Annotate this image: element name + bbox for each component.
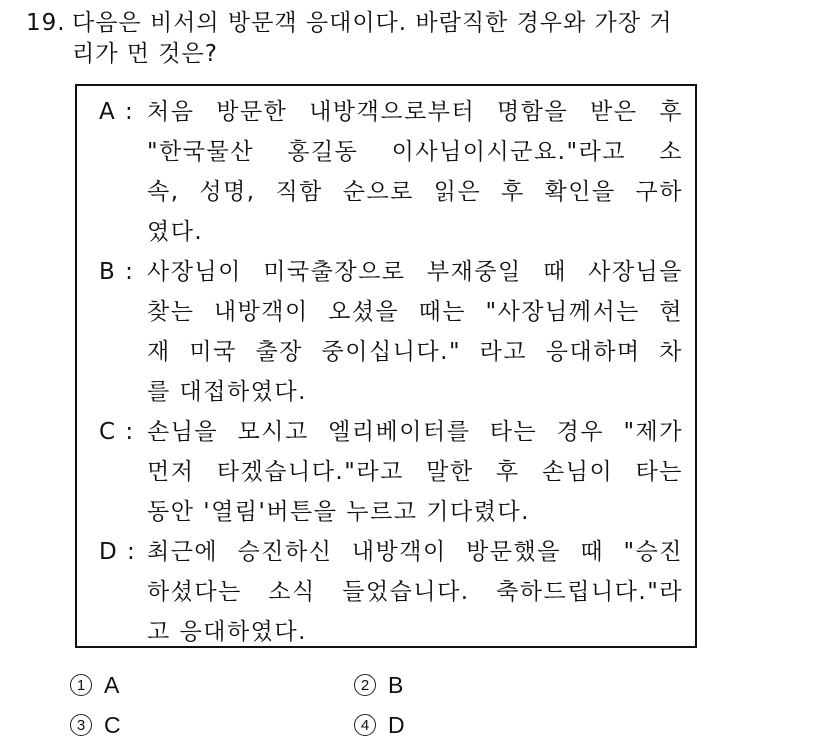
answer-option-4[interactable] (354, 708, 405, 742)
item-text-line: 하셨다는 소식 들었습니다. 축하드립니다."라 (147, 579, 683, 605)
option-label: D (388, 711, 405, 738)
answer-option-1[interactable] (70, 668, 119, 702)
item-label: A : (99, 99, 135, 125)
item-text-line: 속, 성명, 직함 순으로 읽은 후 확인을 구하 (147, 179, 683, 205)
scenario-item-b (99, 252, 689, 412)
item-text-line: 최근에 승진하신 내방객이 방문했을 때 "승진 (147, 539, 683, 565)
item-text-line: "한국물산 홍길동 이사님이시군요."라고 소 (147, 139, 683, 165)
circled-number-icon: 1 (70, 674, 92, 696)
option-label: C (104, 711, 121, 738)
circled-number-icon: 3 (70, 714, 92, 736)
question-text-line: 리가 먼 것은? (72, 41, 218, 67)
answer-option-3[interactable] (70, 708, 121, 742)
item-label: B : (99, 259, 135, 285)
item-text-line: 동안 '열림'버튼을 누르고 기다렸다. (147, 499, 530, 525)
item-text-line: 먼저 타겠습니다."라고 말한 후 손님이 타는 (147, 459, 683, 485)
item-label: D : (99, 539, 137, 565)
item-text-line: 손님을 모시고 엘리베이터를 타는 경우 "제가 (147, 419, 683, 445)
item-label: C : (99, 419, 135, 445)
question-stem (26, 8, 786, 70)
question-line-2 (26, 39, 786, 70)
scenario-item-c (99, 412, 689, 532)
scenario-item-d (99, 532, 689, 652)
scenario-box (75, 84, 697, 648)
item-text-line: 였다. (147, 219, 204, 245)
option-label: B (388, 671, 404, 698)
question-text-line: 다음은 비서의 방문객 응대이다. 바람직한 경우와 가장 거 (72, 10, 673, 36)
item-text-line: 찾는 내방객이 오셨을 때는 "사장님께서는 현 (147, 299, 683, 325)
item-text-line: 고 응대하였다. (147, 619, 307, 645)
circled-number-icon: 2 (354, 674, 376, 696)
item-text-line: 처음 방문한 내방객으로부터 명함을 받은 후 (147, 99, 683, 125)
option-label: A (104, 671, 120, 698)
item-text-line: 재 미국 출장 중이십니다." 라고 응대하며 차 (147, 339, 683, 365)
item-text-line: 사장님이 미국출장으로 부재중일 때 사장님을 (147, 259, 683, 285)
question-number: 19. (26, 10, 66, 36)
item-text-line: 를 대접하였다. (147, 379, 307, 405)
circled-number-icon: 4 (354, 714, 376, 736)
scenario-item-a (99, 92, 689, 252)
answer-option-2[interactable] (354, 668, 403, 702)
question-line-1 (26, 8, 786, 39)
